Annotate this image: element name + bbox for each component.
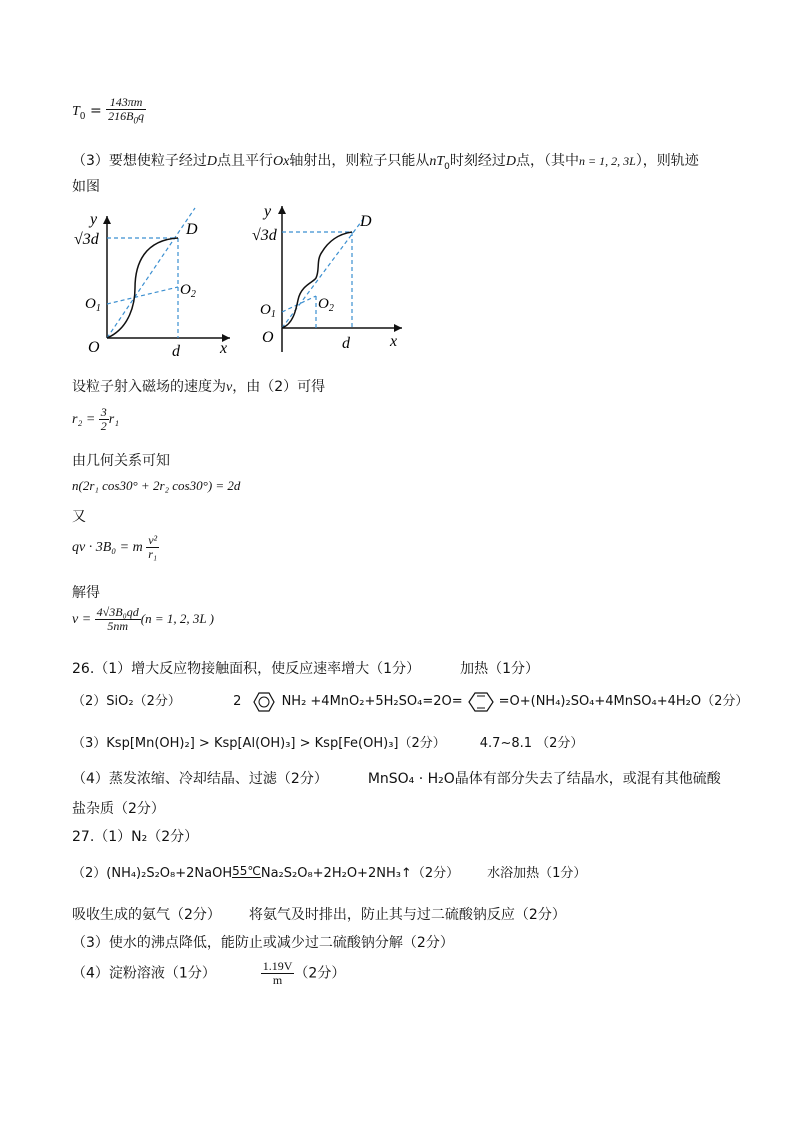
q27-l2c: 水浴加热（1分） (487, 866, 587, 881)
q27-l3a: 吸收生成的氨气（2分） (72, 907, 221, 923)
fig1-label-x: x (220, 340, 228, 357)
para-3-cont: 如图 (72, 179, 100, 195)
q26-l2-coef: 2 (233, 694, 242, 709)
q27-line1: 27.（1）N₂（2分） (72, 829, 199, 845)
para3-e: 点，（其中 (516, 153, 580, 169)
fig2-label-x: x (390, 333, 398, 350)
t0-eq: = (89, 103, 102, 120)
eq-r2-num: 3 (100, 405, 107, 419)
fig1-label-d-point: D (186, 221, 198, 238)
fig2-label-o1: $O_1$ (260, 302, 276, 320)
eq-v-lhs: v = (72, 611, 92, 627)
eq-r2-den: 2 (100, 419, 107, 434)
q26-line2 (72, 690, 748, 713)
t0-fraction (106, 96, 146, 126)
fig1-diag-od (107, 208, 195, 338)
fig1-trajectory (107, 238, 178, 338)
fig2-label-o2: $O_2$ (318, 296, 334, 314)
eq-v-den: 5nm (107, 619, 129, 634)
para3-d: 时刻经过 (449, 153, 506, 169)
q27-l2a: （2）(NH₄)₂S₂O₈+2NaOH (72, 866, 233, 881)
trajectory-figure-1 (74, 208, 240, 360)
para3-d2: D (505, 154, 517, 169)
q26-l1b: 加热（1分） (460, 661, 539, 677)
q26-line3 (72, 732, 583, 751)
t0-den-sub: 0 (133, 115, 139, 126)
q26-line1 (72, 658, 539, 678)
text-velocity (72, 376, 325, 396)
t0-lhs: T (72, 104, 80, 120)
para3-f: ），则轨迹 (635, 153, 699, 169)
eq-geometry: n(2r₁ cos30° + 2r₂ cos30°) = 2d (72, 478, 241, 493)
q27-l5-den: m (272, 973, 283, 988)
quinone-ring-icon (463, 691, 499, 713)
fig2-y-arrow (278, 206, 286, 214)
text-you: 又 (72, 509, 86, 525)
fig1-label-sqrt3d: √3d (74, 231, 99, 248)
t0-lhs-sub: 0 (79, 112, 86, 123)
para3-nt: nT (429, 154, 445, 169)
eq-force-lhs: qv · 3B₀ = m (72, 539, 143, 555)
q27-line3 (72, 904, 566, 924)
q27-l5-frac (261, 960, 295, 987)
q26-l3a: （3）Ksp[Mn(OH)₂] > Ksp[Al(OH)₃] > Ksp[Fe(OH)₃]（2分） (72, 736, 446, 751)
fig1-label-y: y (90, 211, 98, 228)
fig1-label-d: d (172, 343, 180, 360)
q27-line2 (72, 862, 586, 882)
q26-l4b: MnSO₄ · H₂O晶体有部分失去了结晶水，或混有其他硫酸 (367, 771, 721, 787)
q27-l5-num: 1.19V (262, 959, 293, 973)
q26-l4a: （4）蒸发浓缩、冷却结晶、过滤（2分） (72, 771, 328, 787)
q27-condition-arrow (232, 865, 261, 882)
q27-l3b: 将氨气及时排出，防止其与过二硫酸钠反应（2分） (248, 907, 566, 923)
q27-l5a: （4）淀粉溶液（1分） (72, 965, 216, 982)
fig1-label-o1: $O_1$ (85, 296, 101, 314)
fig2-x-arrow (394, 324, 402, 332)
para3-b: 点且平行 (217, 153, 274, 169)
text-solve: 解得 (72, 585, 100, 601)
q26-l2a: （2）SiO₂（2分） (72, 694, 181, 709)
benzene-ring-icon (246, 691, 282, 713)
q26-l2-right: =O+(NH₄)₂SO₄+4MnSO₄+4H₂O（2分） (498, 694, 749, 709)
fig2-label-d: d (342, 335, 350, 352)
q26-l1a: 26.（1）增大反应物接触面积，使反应速率增大（1分） (72, 661, 421, 677)
para3-d1: D (206, 154, 218, 169)
t0-den (106, 110, 146, 126)
eq-force-frac (146, 534, 159, 561)
para3-nt-sub: 0 (444, 161, 450, 172)
para-3 (72, 150, 699, 172)
fig2-label-o: O (262, 329, 274, 346)
eq-force (72, 534, 159, 561)
q26-line5: 盐杂质（2分） (72, 801, 165, 817)
para3-ox: Ox (273, 154, 290, 169)
eq-force-num: v² (148, 533, 158, 547)
t0-den-main: 216B (108, 109, 134, 124)
fig2-label-sqrt3d: √3d (252, 227, 277, 244)
fig1-o1o2 (107, 287, 178, 304)
eq-r2-rhs: r₁ (108, 411, 120, 427)
q26-line4 (72, 768, 721, 788)
para3-nvals: n = 1, 2, 3L (579, 154, 636, 168)
velocity-v: v (226, 380, 233, 395)
t0-num: 143πm (106, 96, 146, 110)
eq-force-den: r₁ (148, 547, 158, 562)
q27-condition: 55℃ (232, 864, 261, 878)
formula-t0 (72, 96, 146, 126)
t0-den-tail: q (138, 109, 145, 124)
eq-r2-frac (99, 406, 109, 433)
eq-v-num: 4√3B₀qd (96, 605, 139, 619)
eq-v-rhs: (n = 1, 2, 3L ) (140, 610, 214, 626)
trajectory-figure-2 (252, 200, 408, 355)
eq-v (72, 606, 214, 633)
velocity-b: ，由（2）可得 (232, 379, 326, 395)
eq-r2 (72, 406, 119, 433)
q26-l2-middle: NH₂ +4MnO₂+5H₂SO₄=2O= (281, 694, 463, 709)
q26-l3b: 4.7~8.1 （2分） (479, 736, 584, 751)
fig1-label-o2: $O_2$ (180, 282, 196, 300)
q27-l2b: Na₂S₂O₈+2H₂O+2NH₃↑（2分） (260, 866, 460, 881)
para3-c: 轴射出，则粒子只能从 (289, 153, 430, 169)
fig2-label-d-point: D (360, 213, 372, 230)
fig1-label-o: O (88, 339, 100, 356)
eq-r2-lhs: r₂ = (72, 411, 96, 427)
fig2-label-y: y (264, 203, 272, 220)
fig1-y-arrow (103, 216, 111, 224)
eq-v-frac (95, 606, 141, 633)
para3-a: （3）要想使粒子经过 (72, 153, 207, 169)
q27-l5b: （2分） (294, 965, 346, 982)
q27-line5 (72, 960, 345, 987)
q27-line4: （3）使水的沸点降低，能防止或减少过二硫酸钠分解（2分） (72, 935, 454, 951)
velocity-a: 设粒子射入磁场的速度为 (72, 379, 226, 395)
text-geometry: 由几何关系可知 (72, 453, 170, 469)
